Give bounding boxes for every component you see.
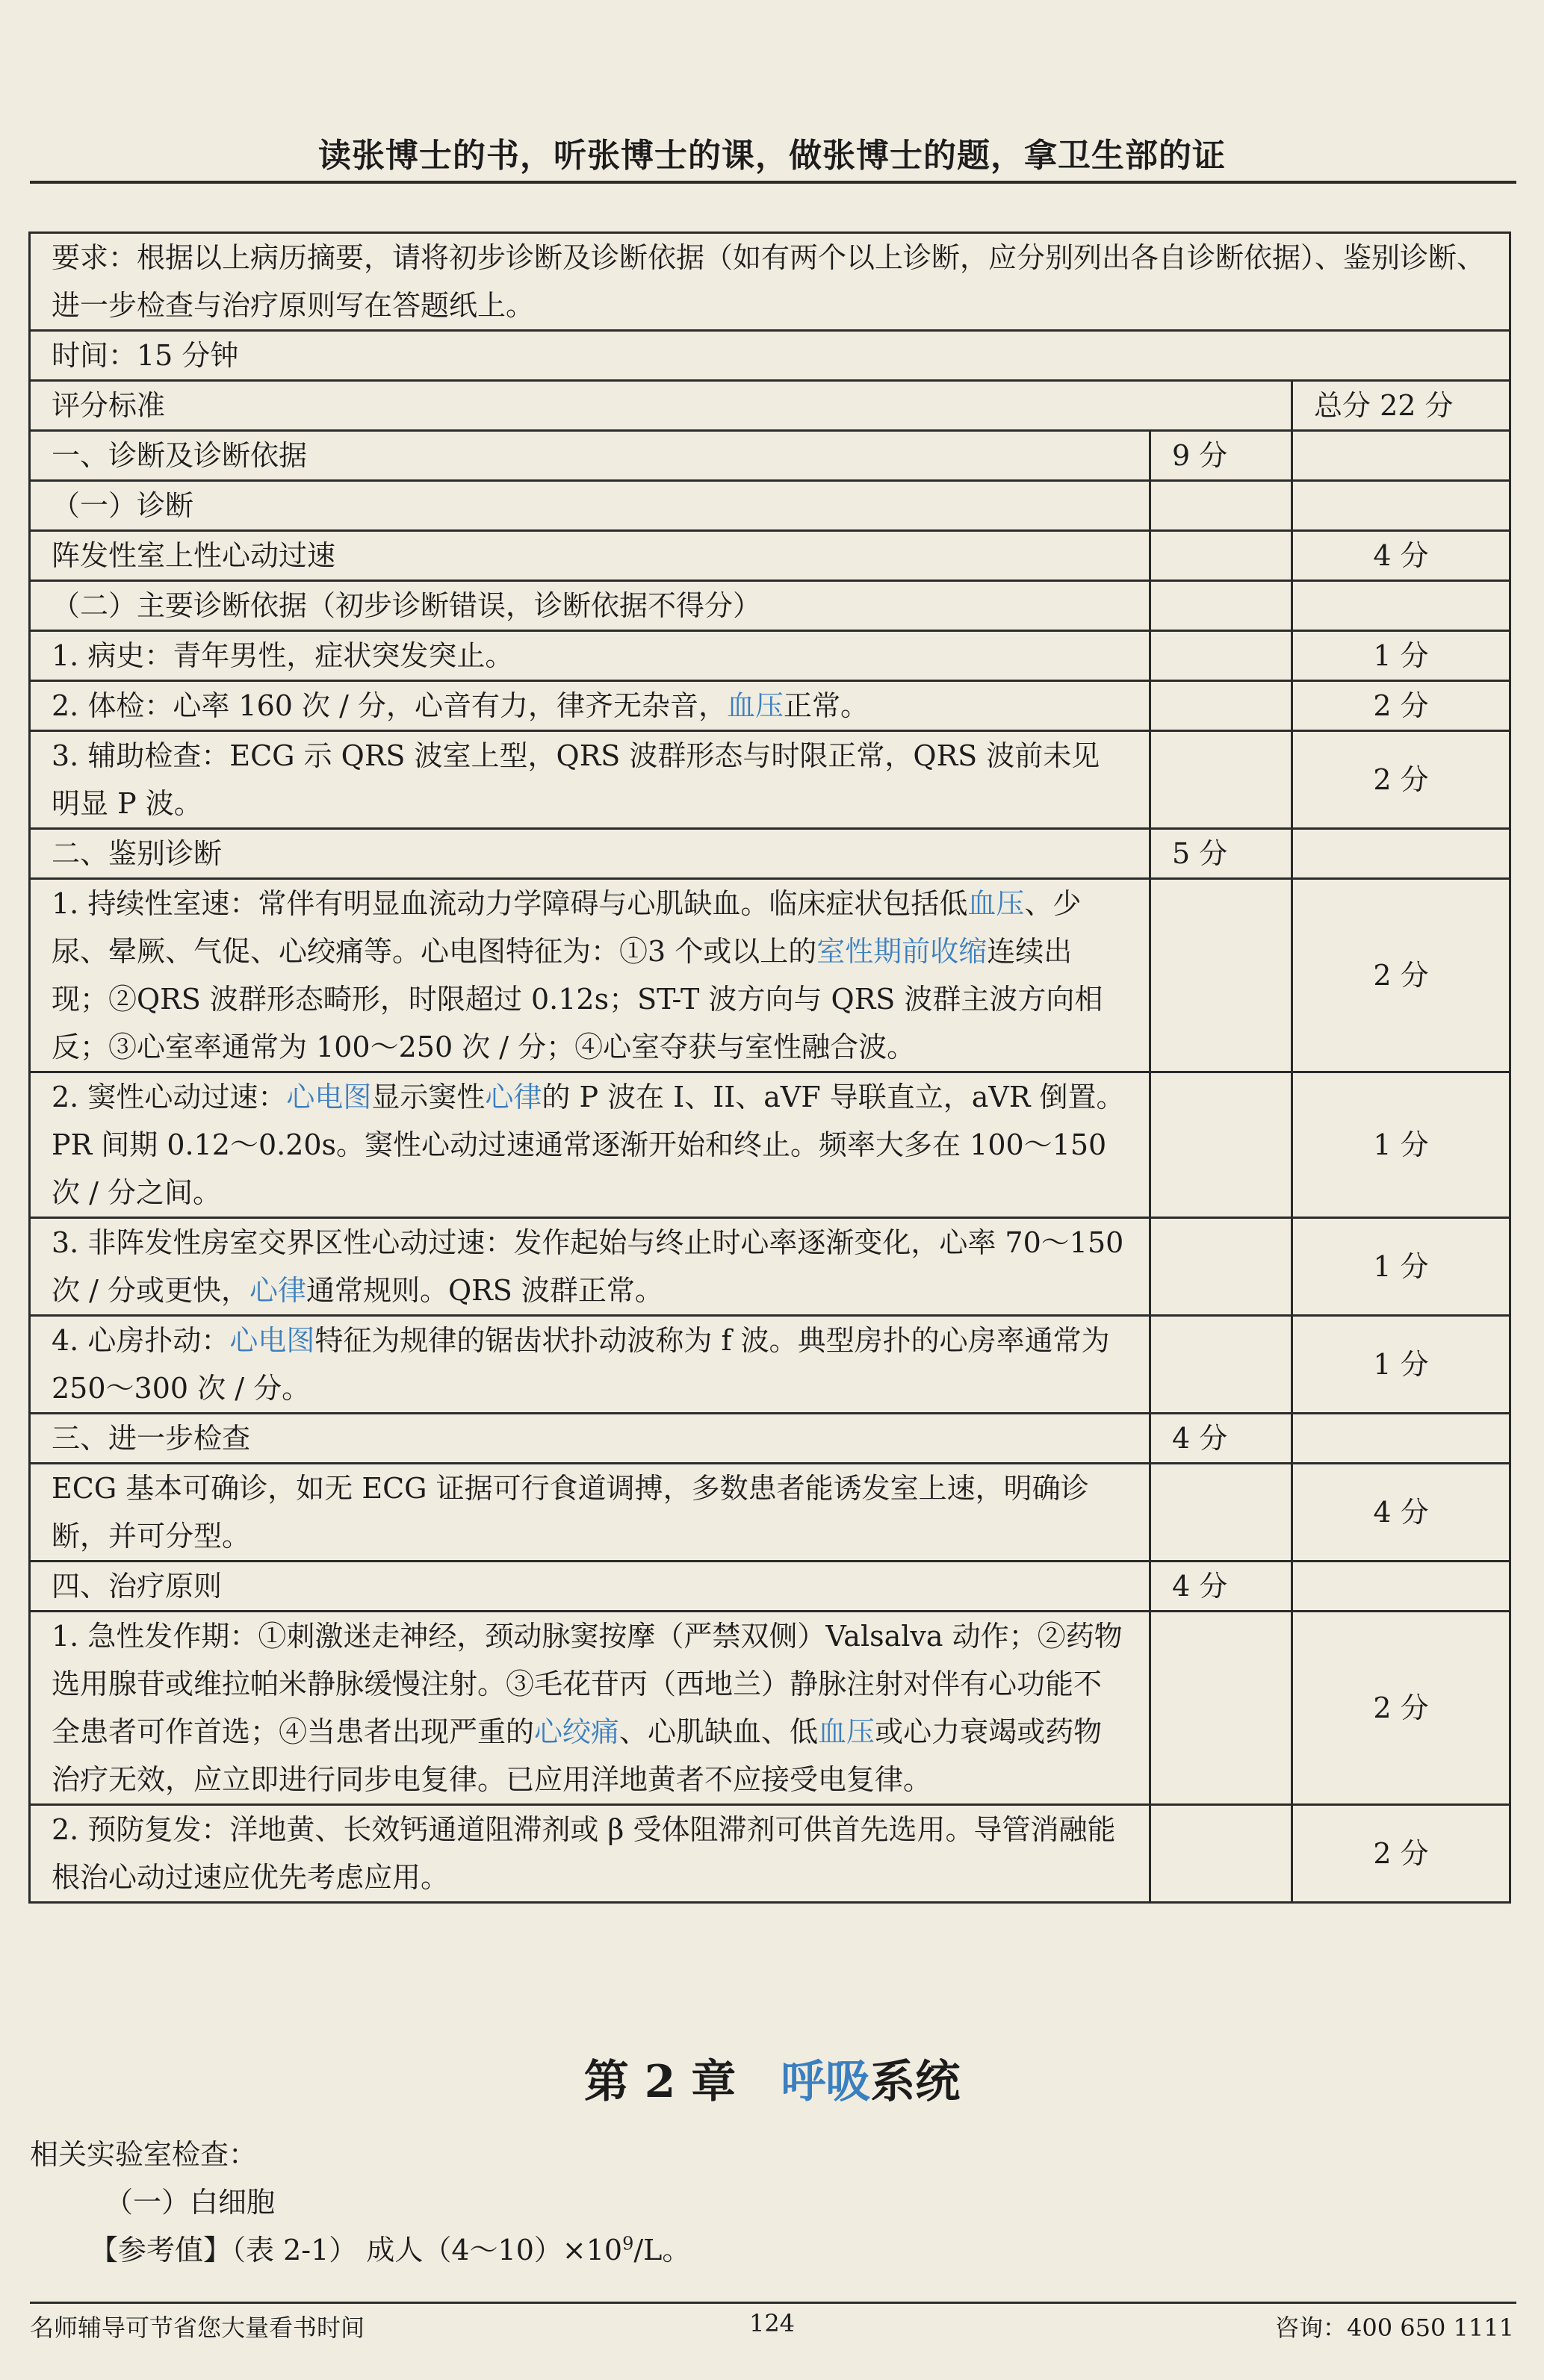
table-row <box>30 531 1510 581</box>
table-row <box>30 1414 1510 1464</box>
table-row <box>30 731 1510 829</box>
requirement-text: 要求：根据以上病历摘要，请将初步诊断及诊断依据（如有两个以上诊断，应分别列出各自诊断依据）、鉴别诊断、进一步检查与治疗原则写在答题纸上。 <box>30 233 1510 331</box>
item-score: 4 分 <box>1292 1464 1510 1562</box>
table-row <box>30 1316 1510 1414</box>
page-number: 124 <box>748 2309 796 2337</box>
table-row <box>30 581 1510 631</box>
table-row <box>30 1562 1510 1612</box>
section-score: 9 分 <box>1150 431 1292 481</box>
total-score: 总分 22 分 <box>1292 381 1510 431</box>
criteria-heading: 评分标准 <box>30 381 1292 431</box>
table-row <box>30 481 1510 531</box>
table-row <box>30 233 1510 331</box>
section-heading: 三、进一步检查 <box>30 1414 1150 1464</box>
treatment-item: 2. 预防复发：洋地黄、长效钙通道阻滞剂或 β 受体阻滞剂可供首先选用。导管消融能根治心动过速应优先考虑应用。 <box>30 1805 1150 1903</box>
footer-divider <box>30 2302 1516 2304</box>
table-row <box>30 1072 1510 1218</box>
keyword-link[interactable]: 血压 <box>967 887 1025 920</box>
section-score: 4 分 <box>1150 1414 1292 1464</box>
basis-item: 2. 体检：心率 160 次 / 分，心音有力，律齐无杂音，血压正常。 <box>30 681 1150 731</box>
item-score: 2 分 <box>1292 1612 1510 1805</box>
exam-item: ECG 基本可确诊，如无 ECG 证据可行食道调搏，多数患者能诱发室上速，明确诊断，并可分型。 <box>30 1464 1150 1562</box>
differential-item: 1. 持续性室速：常伴有明显血流动力学障碍与心肌缺血。临床症状包括低血压、少尿、晕厥、气促、心绞痛等。心电图特征为：①3 个或以上的室性期前收缩连续出现；②QRS 波群形态畸形，时限超过 0.12s；ST-T 波方向与 QRS 波群主波方向相反；③心室率通常为 100～250 次 / 分；④心室夺获与室性融合波。 <box>30 879 1150 1072</box>
header-divider <box>30 181 1516 184</box>
section-heading: 一、诊断及诊断依据 <box>30 431 1150 481</box>
item-score: 2 分 <box>1292 731 1510 829</box>
reference-value: 【参考值】（表 2-1） 成人$(4\sim 10)\times 10^9/L$。 <box>90 2233 691 2266</box>
differential-item: 3. 非阵发性房室交界区性心动过速：发作起始与终止时心率逐渐变化，心率 70～150 次 / 分或更快，心律通常规则。QRS 波群正常。 <box>30 1218 1150 1316</box>
basis-item: 3. 辅助检查：ECG 示 QRS 波室上型，QRS 波群形态与时限正常，QRS 波前未见明显 P 波。 <box>30 731 1150 829</box>
grading-table <box>28 232 1511 1904</box>
chapter-title: 第 2 章 呼吸系统 <box>583 2056 961 2108</box>
keyword-link[interactable]: 室性期前收缩 <box>816 935 988 968</box>
keyword-link[interactable]: 心电图 <box>286 1081 372 1113</box>
table-row <box>30 681 1510 731</box>
basis-item: 1. 病史：青年男性，症状突发突止。 <box>30 631 1150 681</box>
item-score: 4 分 <box>1292 531 1510 581</box>
diagnosis-text: 阵发性室上性心动过速 <box>30 531 1150 581</box>
table-row <box>30 631 1510 681</box>
differential-item: 2. 窦性心动过速：心电图显示窦性心律的 P 波在 I、II、aVF 导联直立，aVR 倒置。PR 间期 0.12～0.20s。窦性心动过速通常逐渐开始和终止。频率大多在 100～150 次 / 分之间。 <box>30 1072 1150 1218</box>
keyword-link[interactable]: 心电图 <box>229 1324 315 1357</box>
section-score: 5 分 <box>1150 829 1292 879</box>
body-text: 相关实验室检查： <box>30 2138 258 2171</box>
item-score: 1 分 <box>1292 1218 1510 1316</box>
section-score: 4 分 <box>1150 1562 1292 1612</box>
sub-heading: （一）诊断 <box>30 481 1150 531</box>
keyword-link[interactable]: 呼吸 <box>781 2056 871 2108</box>
table-row <box>30 431 1510 481</box>
item-score: 1 分 <box>1292 1316 1510 1414</box>
table-row <box>30 1464 1510 1562</box>
sub-heading: （二）主要诊断依据（初步诊断错误，诊断依据不得分） <box>30 581 1150 631</box>
body-text: （一）白细胞 <box>105 2186 276 2219</box>
item-score: 2 分 <box>1292 1805 1510 1903</box>
table-row <box>30 1612 1510 1805</box>
header-title: 读张博士的书，听张博士的课，做张博士的题，拿卫生部的证 <box>318 137 1226 175</box>
table-row <box>30 331 1510 381</box>
item-score: 1 分 <box>1292 631 1510 681</box>
section-heading: 二、鉴别诊断 <box>30 829 1150 879</box>
table-row <box>30 829 1510 879</box>
keyword-link[interactable]: 血压 <box>818 1715 875 1748</box>
footer-slogan: 名师辅导可节省您大量看书时间 <box>30 2314 365 2342</box>
table-row <box>30 1805 1510 1903</box>
footer-contact: 咨询：400 650 1111 <box>1275 2314 1514 2342</box>
item-score: 2 分 <box>1292 879 1510 1072</box>
item-score: 1 分 <box>1292 1072 1510 1218</box>
table-row <box>30 879 1510 1072</box>
keyword-link[interactable]: 心绞痛 <box>534 1715 620 1748</box>
differential-item: 4. 心房扑动：心电图特征为规律的锯齿状扑动波称为 f 波。典型房扑的心房率通常为 250～300 次 / 分。 <box>30 1316 1150 1414</box>
keyword-link[interactable]: 血压 <box>727 689 784 722</box>
table-row <box>30 381 1510 431</box>
table-row <box>30 1218 1510 1316</box>
item-score: 2 分 <box>1292 681 1510 731</box>
keyword-link[interactable]: 心律 <box>485 1081 542 1113</box>
time-limit: 时间：15 分钟 <box>30 331 1510 381</box>
section-heading: 四、治疗原则 <box>30 1562 1150 1612</box>
keyword-link[interactable]: 心律 <box>249 1274 306 1307</box>
treatment-item: 1. 急性发作期：①刺激迷走神经，颈动脉窦按摩（严禁双侧）Valsalva 动作；②药物选用腺苷或维拉帕米静脉缓慢注射。③毛花苷丙（西地兰）静脉注射对伴有心功能不全患者可作首选；④当患者出现严重的心绞痛、心肌缺血、低血压或心力衰竭或药物治疗无效，应立即进行同步电复律。已应用洋地黄者不应接受电复律。 <box>30 1612 1150 1805</box>
